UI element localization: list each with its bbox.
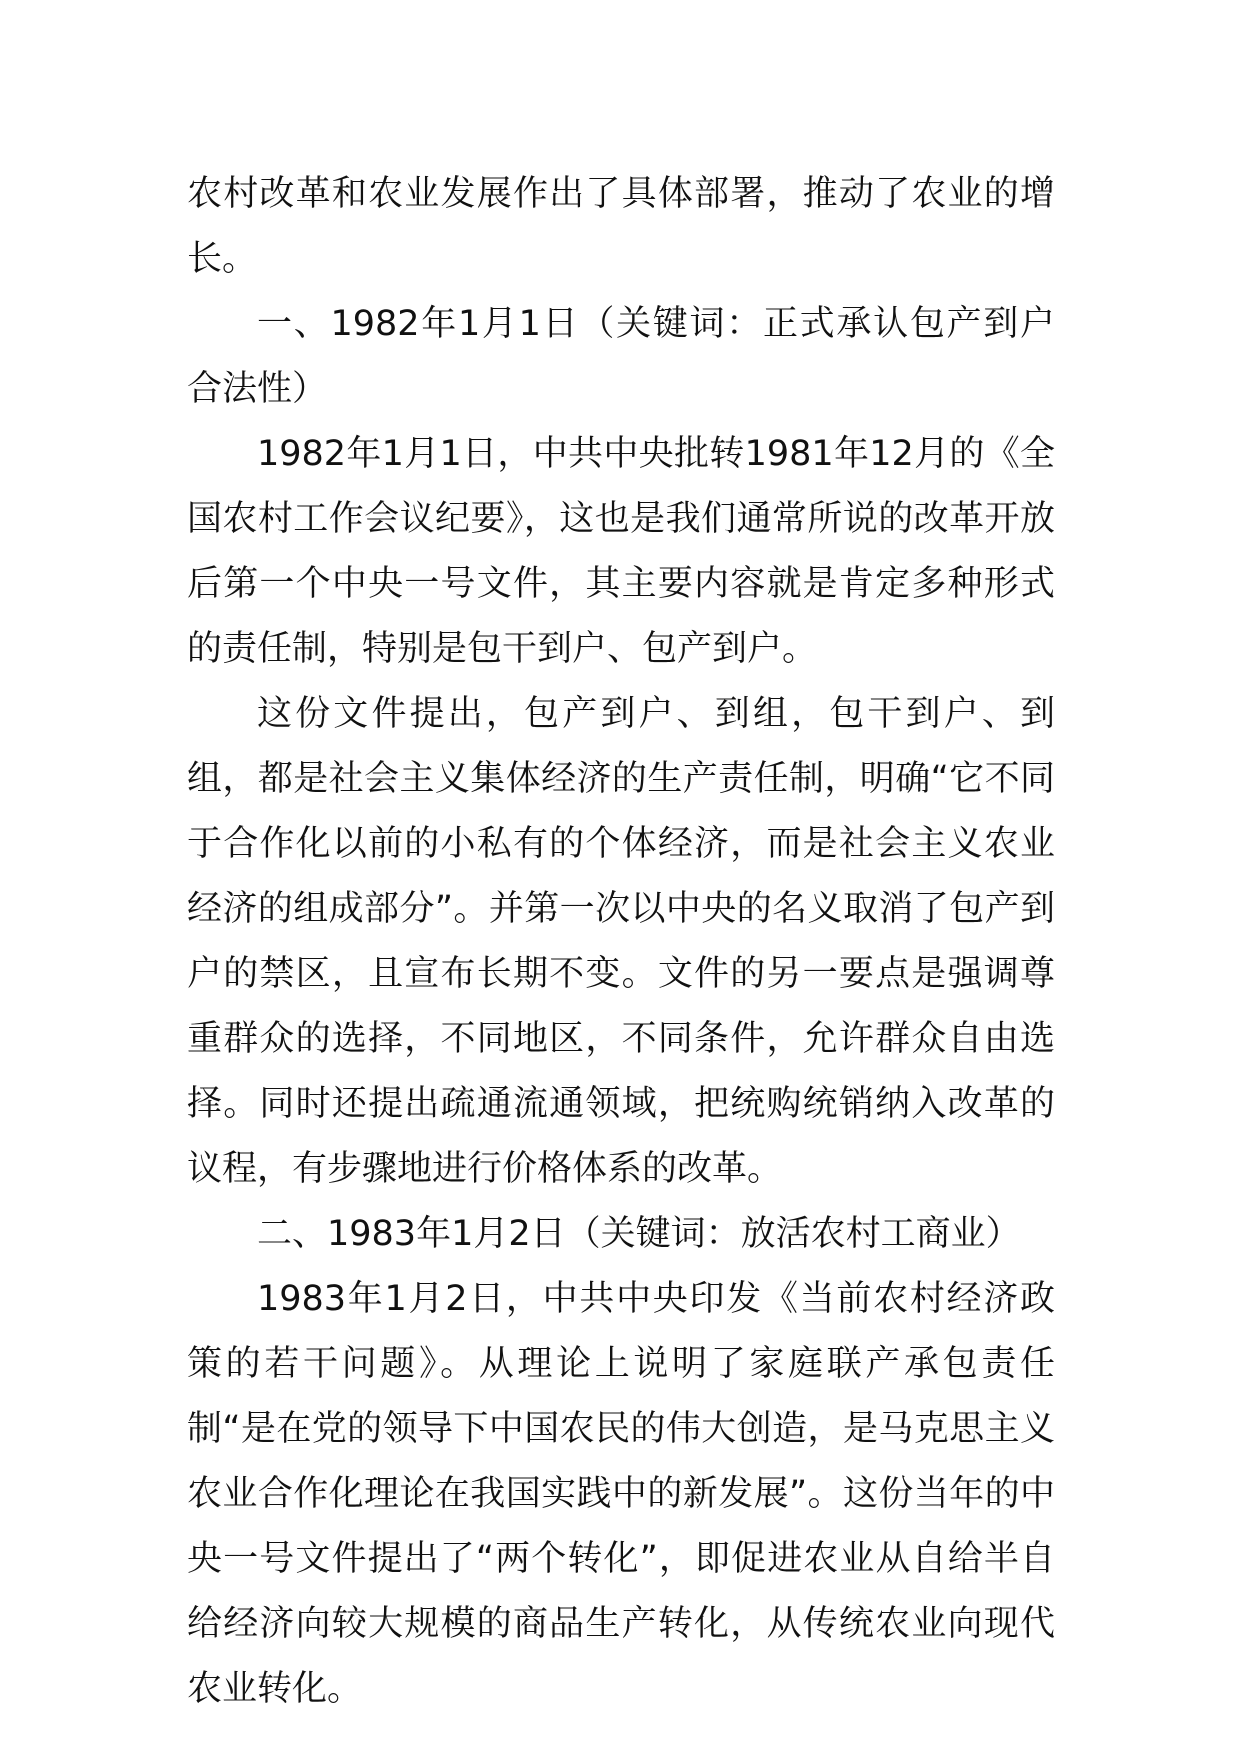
paragraph-1982-summary: 1982年1月1日，中共中央批转1981年12月的《全国农村工作会议纪要》，这也是我们通常所说的改革开放后第一个中央一号文件，其主要内容就是肯定多种形式的责任制，特别是包干到户、包产到户。 [187,434,1055,669]
paragraph-1983-summary: 1983年1月2日，中共中央印发《当前农村经济政策的若干问题》。从理论上说明了家庭联产承包责任制“是在党的领导下中国农民的伟大创造，是马克思主义农业合作化理论在我国实践中的新发展”。这份当年的中央一号文件提出了“两个转化”，即促进农业从自给半自给经济向较大规模的商品生产转化，从传统农业向现代农业转化。 [187,1279,1055,1709]
paragraph-1982-details: 这份文件提出，包产到户、到组，包干到户、到组，都是社会主义集体经济的生产责任制，明确“它不同于合作化以前的小私有的个体经济，而是社会主义农业经济的组成部分”。并第一次以中央的名义取消了包产到户的禁区，且宣布长期不变。文件的另一要点是强调尊重群众的选择，不同地区，不同条件，允许群众自由选择。同时还提出疏通流通领域，把统购统销纳入改革的议程，有步骤地进行价格体系的改革。 [187,694,1055,1189]
section-heading-1982: 一、1982年1月1日（关键词：正式承认包产到户合法性） [187,304,1055,409]
paragraph-continuation: 农村改革和农业发展作出了具体部署，推动了农业的增长。 [187,174,1055,279]
document-page [187,162,1055,1722]
section-heading-1983: 二、1983年1月2日（关键词：放活农村工商业） [257,1214,1021,1254]
